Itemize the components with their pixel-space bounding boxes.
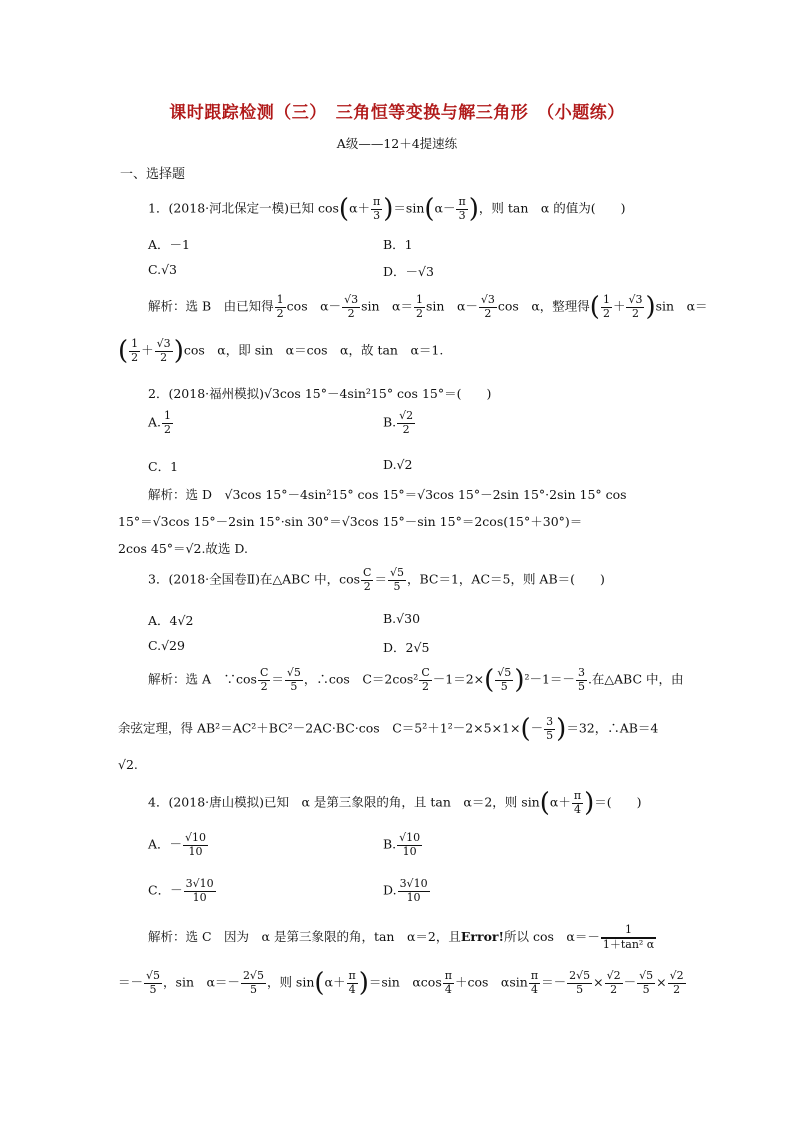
q1-solution-line1: 解析：选 B 由已知得 $\frac{1}{2}$ cos α－ $\frac{√3}{2}$ sin α＝ $\frac{1}{2}$ sin α－ $\frac{√3}{2}$ cos α，整理得( $\frac{1}{2}$ ＋ $\frac{√3}{2}$ )sin α＝ xyxy=(148,292,708,323)
q2-option-d: D.√2 xyxy=(383,457,413,472)
q3-option-c: C.√29 xyxy=(148,638,185,653)
q2-solution-line2: 15°＝√3cos 15°－2sin 15°·sin 30°＝√3cos 15°－sin 15°＝2cos(15°＋30°)＝ xyxy=(118,514,583,529)
q3-solution-line3: √2. xyxy=(118,757,138,772)
q4-option-a: A．－ $\frac{√10}{10}$ xyxy=(148,831,207,858)
q4-option-c: C．－ $\frac{3√10}{10}$ xyxy=(148,877,214,904)
q1-solution-line2: ( $\frac{1}{2}$ ＋ $\frac{√3}{2}$ )cos α，即 sin α＝cos α，故 tan α＝1. xyxy=(118,336,444,367)
q2-option-c: C．1 xyxy=(148,459,179,474)
question-3-stem: 3．(2018·全国卷Ⅱ)在△ABC 中，cos $\frac{C}{2}$ ＝ $\frac{√5}{5}$ ，BC＝1，AC＝5，则 AB＝( ) xyxy=(148,566,605,593)
q2-solution-line1: 解析：选 D √3cos 15°－4sin²15° cos 15°＝√3cos 15°－2sin 15°·2sin 15° cos xyxy=(148,487,627,502)
q1-option-b: B．1 xyxy=(383,237,413,252)
q2-option-a: A. $\frac{1}{2}$ xyxy=(148,409,172,436)
q1-option-d: D．－√3 xyxy=(383,264,434,279)
question-4-stem: 4．(2018·唐山模拟)已知 α 是第三象限的角，且 tan α＝2，则 sin(α＋ $\frac{\pi}{4}$ )＝( ) xyxy=(148,788,642,819)
q3-option-d: D．2√5 xyxy=(383,640,430,655)
q4-solution-line2: ＝－ $\frac{√5}{5}$ ，sin α＝－ $\frac{2√5}{5}$ ，则 sin(α＋ $\frac{\pi}{4}$ )＝sin αcos $\frac{\pi}{4}$ ＋cos αsin $\frac{\pi}{4}$ ＝－ $\frac{2√5}{5}$ × $\frac{√2}{2}$ － $\frac{√5}{5}$ × $\frac{√2}{2}$ xyxy=(118,968,684,999)
q3-option-b: B.√30 xyxy=(383,611,421,626)
q2-solution-line3: 2cos 45°＝√2.故选 D. xyxy=(118,541,248,556)
q3-option-a: A．4√2 xyxy=(148,613,194,628)
question-1-stem: 1．(2018·河北保定一模)已知 cos(α＋ $\frac{\pi}{3}$ )＝sin(α－ $\frac{\pi}{3}$ )，则 tan α 的值为( ) xyxy=(148,194,626,225)
section-heading: 一、选择题 xyxy=(120,167,186,182)
q1-option-a: A．－1 xyxy=(148,237,190,252)
q1-option-c: C.√3 xyxy=(148,262,178,277)
question-2-stem: 2．(2018·福州模拟)√3cos 15°－4sin²15° cos 15°＝( ) xyxy=(148,386,492,401)
page-subtitle: A级——12＋4提速练 xyxy=(336,136,458,151)
q2-option-b: B. $\frac{√2}{2}$ xyxy=(383,409,414,436)
q3-solution-line2: 余弦定理，得 AB²＝AC²＋BC²－2AC·BC·cos C＝5²＋1²－2×5×1×(－ $\frac{3}{5}$ )＝32，∴AB＝4 xyxy=(118,714,659,745)
q4-solution-line1: 解析：选 C 因为 α 是第三象限的角，tan α＝2，且Error!所以 cos α＝－ $\frac{1}{\text{1＋tan² α}}$ xyxy=(148,923,655,951)
q4-option-b: B. $\frac{√10}{10}$ xyxy=(383,831,421,858)
page-title: 课时跟踪检测（三） 三角恒等变换与解三角形 （小题练） xyxy=(169,103,625,123)
q3-solution-line1: 解析：选 A ∵cos $\frac{C}{2}$ ＝ $\frac{√5}{5}$ ，∴cos C＝2cos² $\frac{C}{2}$ －1＝2×( $\frac{√5}{5}$ )²－1＝－ $\frac{3}{5}$ .在△ABC 中，由 xyxy=(148,665,684,696)
q4-option-d: D. $\frac{3√10}{10}$ xyxy=(383,877,428,904)
